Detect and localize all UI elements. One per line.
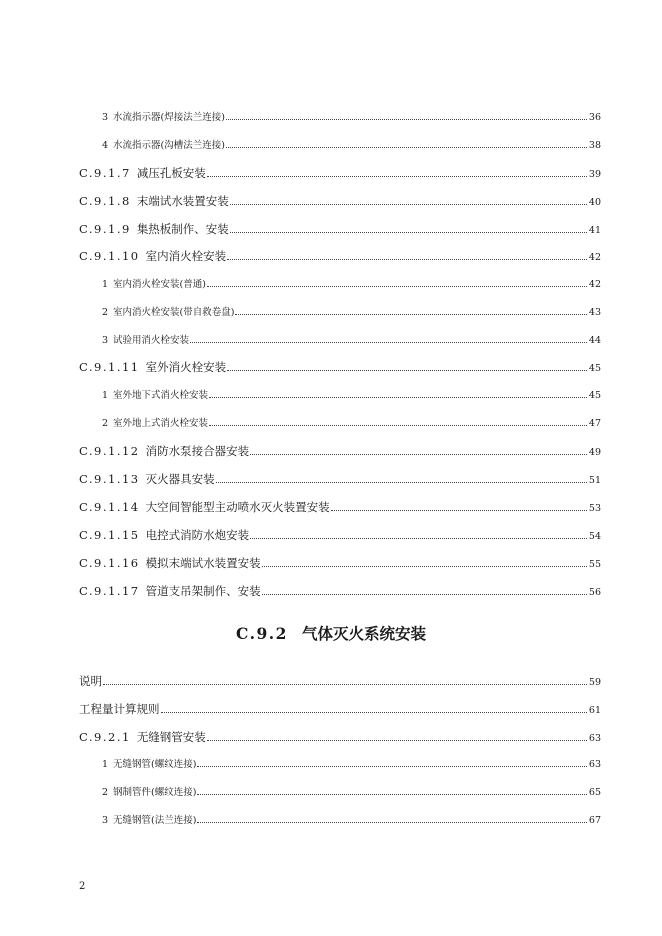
dot-leader: [207, 176, 587, 177]
dot-leader: [216, 482, 587, 483]
toc-entry-number: 3: [102, 815, 109, 826]
toc-entry[interactable]: [79, 584, 601, 600]
toc-entry-title: 试验用消火栓安装: [113, 335, 190, 346]
dot-leader: [250, 454, 587, 455]
toc-entry-title: 无缝钢管安装: [136, 730, 206, 744]
toc-entry[interactable]: [79, 500, 601, 516]
toc-entry-code: C.9.1.16: [79, 556, 140, 570]
toc-entry-code: C.9.1.7: [79, 166, 131, 180]
toc-entry-page: 45: [588, 363, 601, 374]
toc-entry-number: 1: [102, 390, 109, 401]
toc-entry-code: C.9.1.11: [79, 360, 140, 374]
toc-entry[interactable]: [102, 417, 601, 431]
toc-entry-code: C.9.1.12: [79, 444, 140, 458]
toc-entry-page: 51: [588, 475, 601, 486]
toc-entry[interactable]: [102, 334, 601, 348]
toc-entry-title: 室外消火栓安装: [145, 360, 227, 374]
page-number: 2: [79, 881, 86, 892]
toc-entry-number: 3: [102, 335, 109, 346]
toc-entry-title: 室外地上式消火栓安装: [113, 418, 209, 429]
dot-leader: [197, 822, 586, 823]
toc-entry-page: 67: [588, 815, 601, 826]
toc-entry[interactable]: [79, 528, 601, 544]
toc-entry-page: 63: [588, 759, 601, 770]
toc-entry-title: 室内消火栓安装(带自救卷盘): [113, 307, 235, 318]
toc-entry-page: 36: [588, 112, 601, 123]
toc-entry[interactable]: [79, 249, 601, 265]
toc-entry-title: 电控式消防水炮安装: [145, 528, 250, 542]
toc-entry[interactable]: [102, 278, 601, 292]
dot-leader: [227, 370, 587, 371]
dot-leader: [230, 204, 587, 205]
toc-entry[interactable]: [79, 674, 601, 690]
toc-entry-page: 59: [588, 677, 601, 688]
toc-entry[interactable]: [79, 166, 601, 182]
toc-entry-code: C.9.2.1: [79, 730, 131, 744]
toc-entry-page: 63: [588, 733, 601, 744]
toc-entry-title: 水流指示器(焊接法兰连接): [113, 112, 225, 123]
toc-entry-code: C.9.1.17: [79, 584, 140, 598]
dot-leader: [103, 684, 587, 685]
toc-entry-code: C.9.1.14: [79, 500, 140, 514]
toc-entry-title: 灭火器具安装: [145, 472, 215, 486]
toc-entry[interactable]: [79, 556, 601, 572]
toc-entry[interactable]: [102, 139, 601, 153]
toc-entry-page: 43: [588, 307, 601, 318]
toc-entry-title: 说明: [79, 674, 102, 688]
toc-entry-title: 末端试水装置安装: [136, 194, 229, 208]
toc-entry-number: 3: [102, 112, 109, 123]
dot-leader: [197, 766, 586, 767]
dot-leader: [209, 425, 587, 426]
toc-entry-number: 4: [102, 140, 109, 151]
toc-entry-title: 工程量计算规则: [79, 702, 160, 716]
toc-entry-page: 40: [588, 197, 601, 208]
toc-entry[interactable]: [79, 702, 601, 718]
dot-leader: [226, 147, 587, 148]
toc-entry-page: 53: [588, 503, 601, 514]
toc-entry[interactable]: [102, 111, 601, 125]
section-heading: [0, 624, 662, 644]
toc-entry[interactable]: [79, 444, 601, 460]
toc-entry-code: C.9.1.10: [79, 249, 140, 263]
toc-entry[interactable]: [102, 814, 601, 828]
toc-entry[interactable]: [79, 472, 601, 488]
toc-entry-page: 42: [588, 279, 601, 290]
dot-leader: [227, 259, 587, 260]
toc-entry-number: 2: [102, 307, 109, 318]
toc-entry[interactable]: [102, 758, 601, 772]
toc-entry-page: 38: [588, 140, 601, 151]
toc-entry[interactable]: [102, 389, 601, 403]
toc-entry-title: 无缝钢管(法兰连接): [113, 815, 197, 826]
section-heading-code: C.9.2: [236, 624, 288, 643]
toc-entry-number: 1: [102, 279, 109, 290]
toc-entry-page: 56: [588, 587, 601, 598]
toc-entry[interactable]: [79, 360, 601, 376]
toc-entry-title: 模拟末端试水装置安装: [145, 556, 261, 570]
dot-leader: [207, 740, 587, 741]
toc-entry-title: 大空间智能型主动喷水灭火装置安装: [145, 500, 330, 514]
toc-entry-page: 49: [588, 447, 601, 458]
toc-entry-code: C.9.1.8: [79, 194, 131, 208]
toc-entry[interactable]: [102, 786, 601, 800]
toc-entry-page: 65: [588, 787, 601, 798]
dot-leader: [250, 538, 587, 539]
toc-entry-page: 54: [588, 531, 601, 542]
dot-leader: [190, 342, 587, 343]
toc-entry-page: 61: [588, 705, 601, 716]
toc-entry-title: 消防水泵接合器安装: [145, 444, 250, 458]
toc-entry-number: 2: [102, 787, 109, 798]
toc-entry-title: 室内消火栓安装: [145, 249, 227, 263]
toc-entry[interactable]: [102, 306, 601, 320]
toc-entry-code: C.9.1.15: [79, 528, 140, 542]
toc-entry-code: C.9.1.9: [79, 222, 131, 236]
toc-entry-title: 水流指示器(沟槽法兰连接): [113, 140, 225, 151]
section-heading-title: 气体灭火系统安装: [301, 624, 426, 643]
toc-entry-title: 管道支吊架制作、安装: [145, 584, 261, 598]
toc-entry-page: 45: [588, 390, 601, 401]
toc-entry-title: 无缝钢管(螺纹连接): [113, 759, 197, 770]
toc-entry[interactable]: [79, 222, 601, 238]
dot-leader: [262, 566, 587, 567]
dot-leader: [207, 286, 587, 287]
dot-leader: [230, 232, 587, 233]
dot-leader: [262, 594, 587, 595]
toc-entry-code: C.9.1.13: [79, 472, 140, 486]
toc-entry-title: 室外地下式消火栓安装: [113, 390, 209, 401]
dot-leader: [235, 314, 586, 315]
dot-leader: [226, 119, 587, 120]
toc-entry-page: 42: [588, 252, 601, 263]
toc-entry-page: 44: [588, 335, 601, 346]
toc-entry-page: 39: [588, 169, 601, 180]
dot-leader: [331, 510, 587, 511]
toc-entry-page: 55: [588, 559, 601, 570]
toc-entry-title: 室内消火栓安装(普通): [113, 279, 206, 290]
toc-entry-number: 2: [102, 418, 109, 429]
toc-entry-title: 钢制管件(螺纹连接): [113, 787, 197, 798]
toc-entry-title: 减压孔板安装: [136, 166, 206, 180]
toc-entry-page: 47: [588, 418, 601, 429]
dot-leader: [209, 397, 587, 398]
toc-entry-number: 1: [102, 759, 109, 770]
toc-entry-title: 集热板制作、安装: [136, 222, 229, 236]
toc-entry[interactable]: [79, 730, 601, 746]
dot-leader: [197, 794, 586, 795]
toc-entry[interactable]: [79, 194, 601, 210]
toc-entry-page: 41: [588, 225, 601, 236]
dot-leader: [161, 712, 587, 713]
